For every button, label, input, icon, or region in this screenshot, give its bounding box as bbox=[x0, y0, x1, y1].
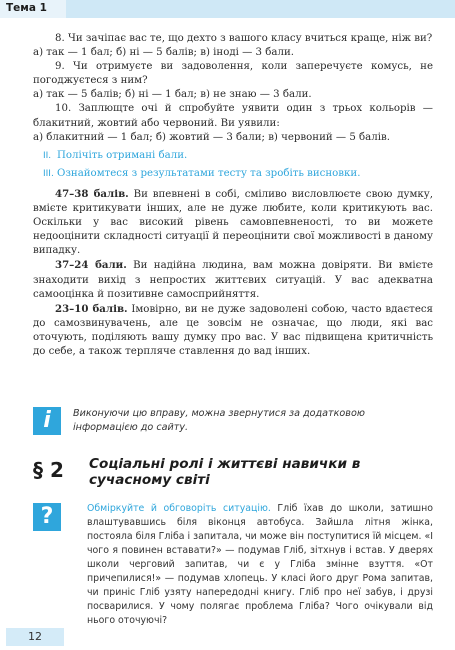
result-mid bbox=[33, 258, 433, 301]
page-header bbox=[0, 0, 455, 18]
result-low bbox=[33, 302, 433, 359]
discussion-body: Гліб їхав до школи, затишно влаштувавшись біля віконця автобуса. Зайшла літня жінка, постояла біля Гліба і запитала, чи може він поступитися їй місцем. «І чого я повинен вставати?» — подумав Гліб, зітхнув і встав. У дверях школи черговий запитав, чи є у Гліба змінне взуття. «От причепилися!» — подумав хлопець. У класі його друг Рома запитав, чи приніс Гліб узяту напередодні книгу. Гліб про неї забув, і друзі посварилися. У чому полягає проблема Гліба? Чого очікували від нього оточуючі? bbox=[87, 503, 433, 626]
question-10: 10. Заплющте очі й спробуйте уявити один з трьох кольорів — блакитний, жовтий або червоний. Ви уявили: bbox=[33, 103, 433, 129]
section-heading bbox=[33, 456, 433, 492]
result-high bbox=[33, 187, 433, 258]
main-text bbox=[33, 32, 433, 359]
result-high-text: Ви впевнені в собі, сміливо висловлюєте свою думку, вмієте критикувати інших, але не дуже любите, коли критикують вас. Оскільки у вас високий рівень самовпевненості, то ви можете недооцінити складності ситуації й переоцінити свої можливості в даному випадку. bbox=[33, 188, 433, 257]
topic-label: Тема 1 bbox=[6, 2, 47, 14]
discussion-text bbox=[87, 502, 433, 628]
result-high-range: 47–38 балів. bbox=[55, 187, 129, 200]
discussion-lead: Обміркуйте й обговоріть ситуацію. bbox=[87, 503, 271, 514]
info-text: Виконуючи цю вправу, можна звернутися за додатковою інформацією до сайту. bbox=[73, 408, 365, 433]
question-9: 9. Чи отримуєте ви задоволення, коли заперечуєте комусь, не погоджуєтеся з ним? bbox=[33, 61, 433, 87]
info-icon: i bbox=[33, 407, 61, 435]
info-note bbox=[33, 405, 433, 439]
answers-9: а) так — 5 балів; б) ні — 1 бал; в) не знаю — 3 бали. bbox=[33, 89, 312, 101]
page-number: 12 bbox=[6, 628, 64, 646]
result-mid-text: Ви надійна людина, вам можна довіряти. Ви вмієте знаходити вихід з непростих життєвих ситуацій. У вас адекватна самооцінка й позитивне самосприйняття. bbox=[33, 260, 433, 300]
answers-10: а) блакитний — 1 бал; б) жовтий — 3 бали; в) червоний — 5 балів. bbox=[33, 131, 390, 143]
header-band bbox=[0, 0, 455, 18]
step-2 bbox=[43, 149, 433, 163]
question-8: 8. Чи зачіпає вас те, що дехто з вашого класу вчиться краще, ніж ви? bbox=[55, 33, 433, 44]
step-2-text: Полічіть отримані бали. bbox=[57, 149, 188, 161]
page-footer bbox=[0, 624, 455, 650]
step-3 bbox=[43, 167, 433, 181]
step-2-numeral: II. bbox=[43, 150, 52, 161]
answers-8: а) так — 1 бал; б) ні — 5 балів; в) іноді — 3 бали. bbox=[33, 47, 294, 59]
step-3-numeral: III. bbox=[43, 168, 54, 179]
section-title: Соціальні ролі і життєві навички в сучасному світі bbox=[89, 456, 361, 488]
result-low-range: 23–10 балів. bbox=[55, 302, 128, 315]
question-icon: ? bbox=[33, 503, 61, 531]
result-low-text: Імовірно, ви не дуже задоволені собою, часто вдаєтеся до самозвинувачень, але це зовсім не означає, що люди, які вас оточують, поділяють вашу думку про вас. У вас підвищена критичність до себе, а також терпляче ставлення до вад інших. bbox=[33, 303, 433, 357]
section-number: § 2 bbox=[33, 458, 64, 482]
step-3-text: Ознайомтеся з результатами тесту та зробіть висновки. bbox=[57, 167, 361, 179]
result-mid-range: 37–24 бали. bbox=[55, 259, 127, 272]
